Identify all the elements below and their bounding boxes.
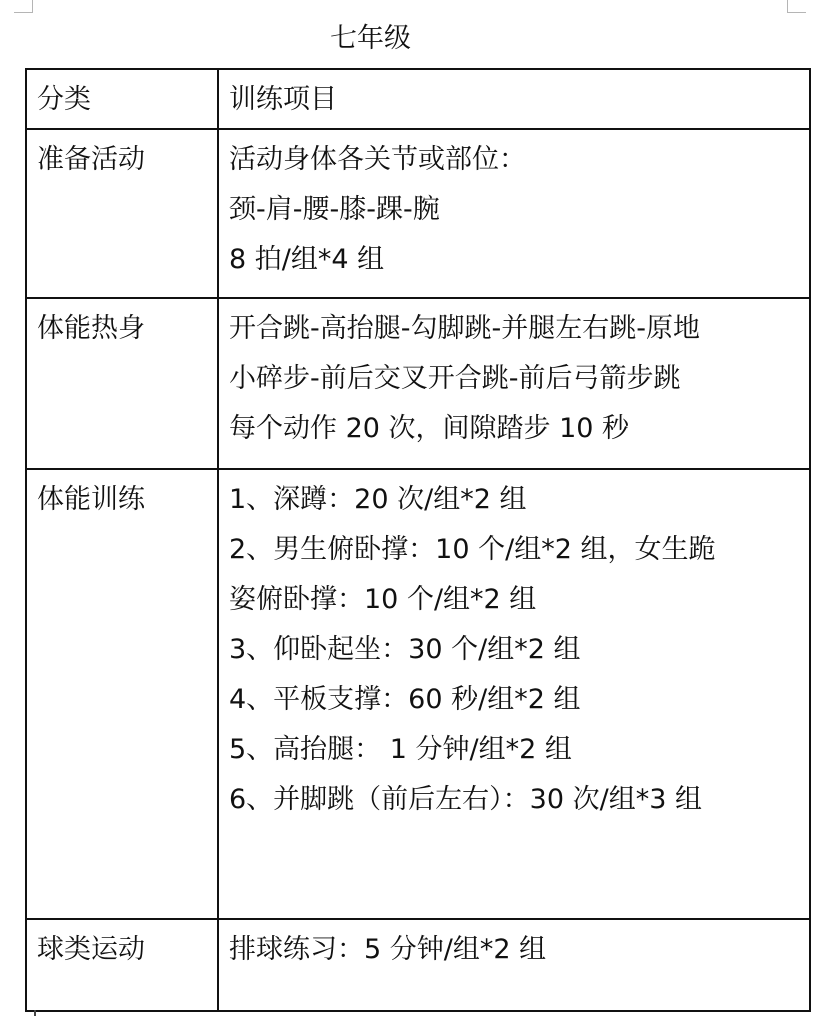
table-row-warmup: [26, 129, 810, 298]
item-line: 6、并脚跳（前后左右）：30 次/组*3 组: [229, 784, 702, 815]
header-items: 训练项目: [218, 69, 810, 129]
row-items: [218, 919, 810, 1011]
row-category: 体能热身: [26, 298, 218, 469]
item-line: 每个动作 20 次，间隙踏步 10 秒: [229, 413, 630, 444]
item-line: 5、高抬腿： 1 分钟/组*2 组: [229, 734, 572, 765]
item-line: 1、深蹲：20 次/组*2 组: [229, 484, 527, 515]
table-row-fitness-warmup: [26, 298, 810, 469]
item-line: 4、平板支撑：60 秒/组*2 组: [229, 684, 581, 715]
row-category: 体能训练: [26, 469, 218, 919]
row-items: [218, 298, 810, 469]
item-line: 2、男生俯卧撑：10 个/组*2 组，女生跪: [229, 534, 716, 565]
row-category: 准备活动: [26, 129, 218, 298]
training-table: [25, 68, 811, 1012]
item-line: 3、仰卧起坐：30 个/组*2 组: [229, 634, 581, 665]
table-header-row: [26, 69, 810, 129]
item-line: 颈-肩-腰-膝-踝-腕: [229, 194, 440, 225]
row-items: [218, 129, 810, 298]
table-row-fitness-training: [26, 469, 810, 919]
item-line: 小碎步-前后交叉开合跳-前后弓箭步跳: [229, 363, 681, 394]
row-items: [218, 469, 810, 919]
page-title: 七年级: [330, 23, 411, 54]
header-category: 分类: [26, 69, 218, 129]
page-edge-mark: [34, 1010, 36, 1016]
row-category: 球类运动: [26, 919, 218, 1011]
item-line: 8 拍/组*4 组: [229, 244, 385, 275]
page-corner-mark-left: [14, 0, 33, 13]
item-line: 姿俯卧撑：10 个/组*2 组: [229, 584, 537, 615]
table-row-ball-sports: [26, 919, 810, 1011]
item-line: 开合跳-高抬腿-勾脚跳-并腿左右跳-原地: [229, 313, 700, 344]
item-line: 排球练习：5 分钟/组*2 组: [229, 934, 547, 965]
page-corner-mark-right: [787, 0, 806, 13]
item-line: 活动身体各关节或部位：: [229, 144, 526, 175]
